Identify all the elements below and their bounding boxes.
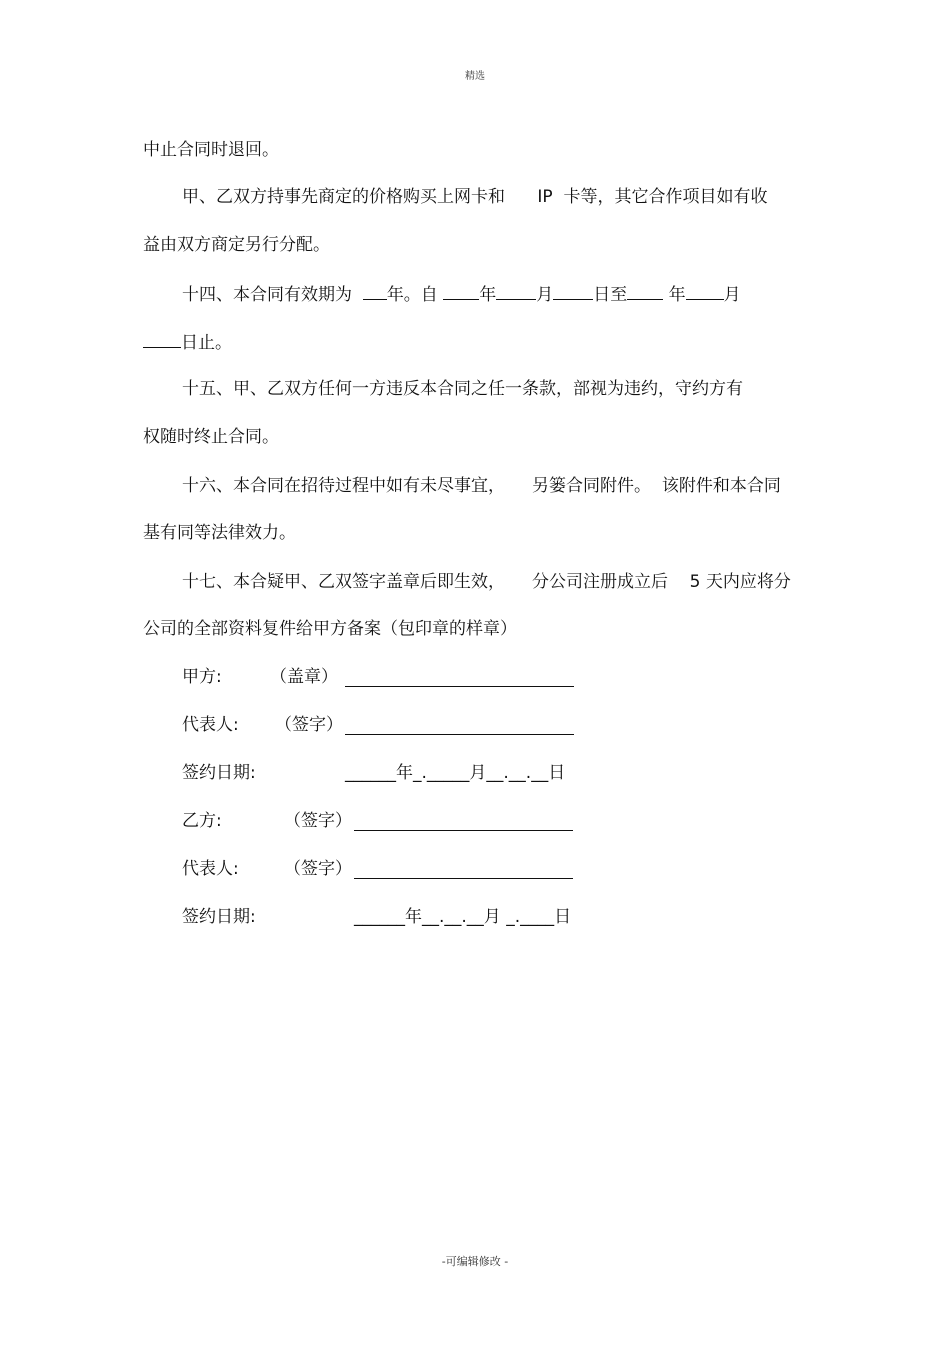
- date-a-row: [182, 762, 602, 786]
- paragraph-line: 中止合同时退回。: [143, 140, 279, 160]
- validity-clause-line: [143, 331, 232, 354]
- blank-start-year: [443, 283, 479, 300]
- blank-end-month: [686, 283, 724, 300]
- date-a-label: 签约日期:: [182, 763, 256, 783]
- party-a-row: [182, 666, 602, 690]
- party-a-signature-line[interactable]: [345, 686, 574, 687]
- paragraph-line: 甲、乙双方持事先商定的价格购买上网卡和 IP 卡等，其它合作项目如有收: [182, 187, 768, 207]
- clause-text: 月: [536, 285, 554, 305]
- paragraph-line: 益由双方商定另行分配。: [143, 235, 330, 255]
- clause-text: 日至: [593, 285, 628, 305]
- rep-a-sign-note: （签字）: [275, 715, 343, 735]
- paragraph-line: 公司的全部资料复件给甲方备案（包印章的样章）: [143, 619, 517, 639]
- page-footer: -可编辑修改 -: [441, 1255, 509, 1268]
- date-a-value[interactable]: ______年_._____月__.__.__日: [345, 763, 566, 783]
- clause-text: 十四、本合同有效期为: [182, 285, 363, 305]
- rep-b-row: [182, 858, 602, 882]
- party-b-sign-note: （签字）: [284, 811, 352, 831]
- rep-b-label: 代表人:: [182, 859, 239, 879]
- party-a-seal-note: （盖章）: [270, 667, 338, 687]
- paragraph-line: 十六、本合同在招待过程中如有未尽事宜， 另篓合同附件。 该附件和本合同: [182, 476, 781, 496]
- clause-text: 日止。: [181, 333, 232, 353]
- rep-a-row: [182, 714, 602, 738]
- party-b-row: [182, 810, 602, 834]
- rep-a-signature-line[interactable]: [345, 734, 574, 735]
- page-header: 精选: [465, 71, 485, 82]
- date-b-label: 签约日期:: [182, 907, 256, 927]
- rep-b-signature-line[interactable]: [354, 878, 573, 879]
- rep-b-sign-note: （签字）: [284, 859, 352, 879]
- rep-a-label: 代表人:: [182, 715, 239, 735]
- blank-start-month: [496, 283, 536, 300]
- clause-text: 年: [479, 285, 497, 305]
- paragraph-line: 基有同等法律效力。: [143, 523, 296, 543]
- party-b-signature-line[interactable]: [354, 830, 573, 831]
- party-a-label: 甲方:: [182, 667, 222, 687]
- clause-text: 月: [723, 285, 741, 305]
- blank-end-year: [627, 283, 663, 300]
- blank-start-day: [553, 283, 593, 300]
- validity-clause-line: [182, 283, 741, 306]
- blank-end-day: [143, 331, 181, 348]
- date-b-value[interactable]: ______年__.__.__月 _.____日: [354, 907, 572, 927]
- paragraph-line: 权随时终止合同。: [143, 427, 279, 447]
- clause-text: 年。自: [386, 285, 444, 305]
- paragraph-line: 十五、甲、乙双方任何一方违反本合同之任一条款，部视为违约，守约方有: [182, 379, 743, 399]
- party-b-label: 乙方:: [182, 811, 222, 831]
- date-b-row: [182, 906, 602, 930]
- paragraph-line: 十七、本合疑甲、乙双签字盖章后即生效， 分公司注册成立后 5 天内应将分: [182, 572, 791, 592]
- clause-text: 年: [663, 285, 686, 305]
- blank-years: [363, 283, 387, 300]
